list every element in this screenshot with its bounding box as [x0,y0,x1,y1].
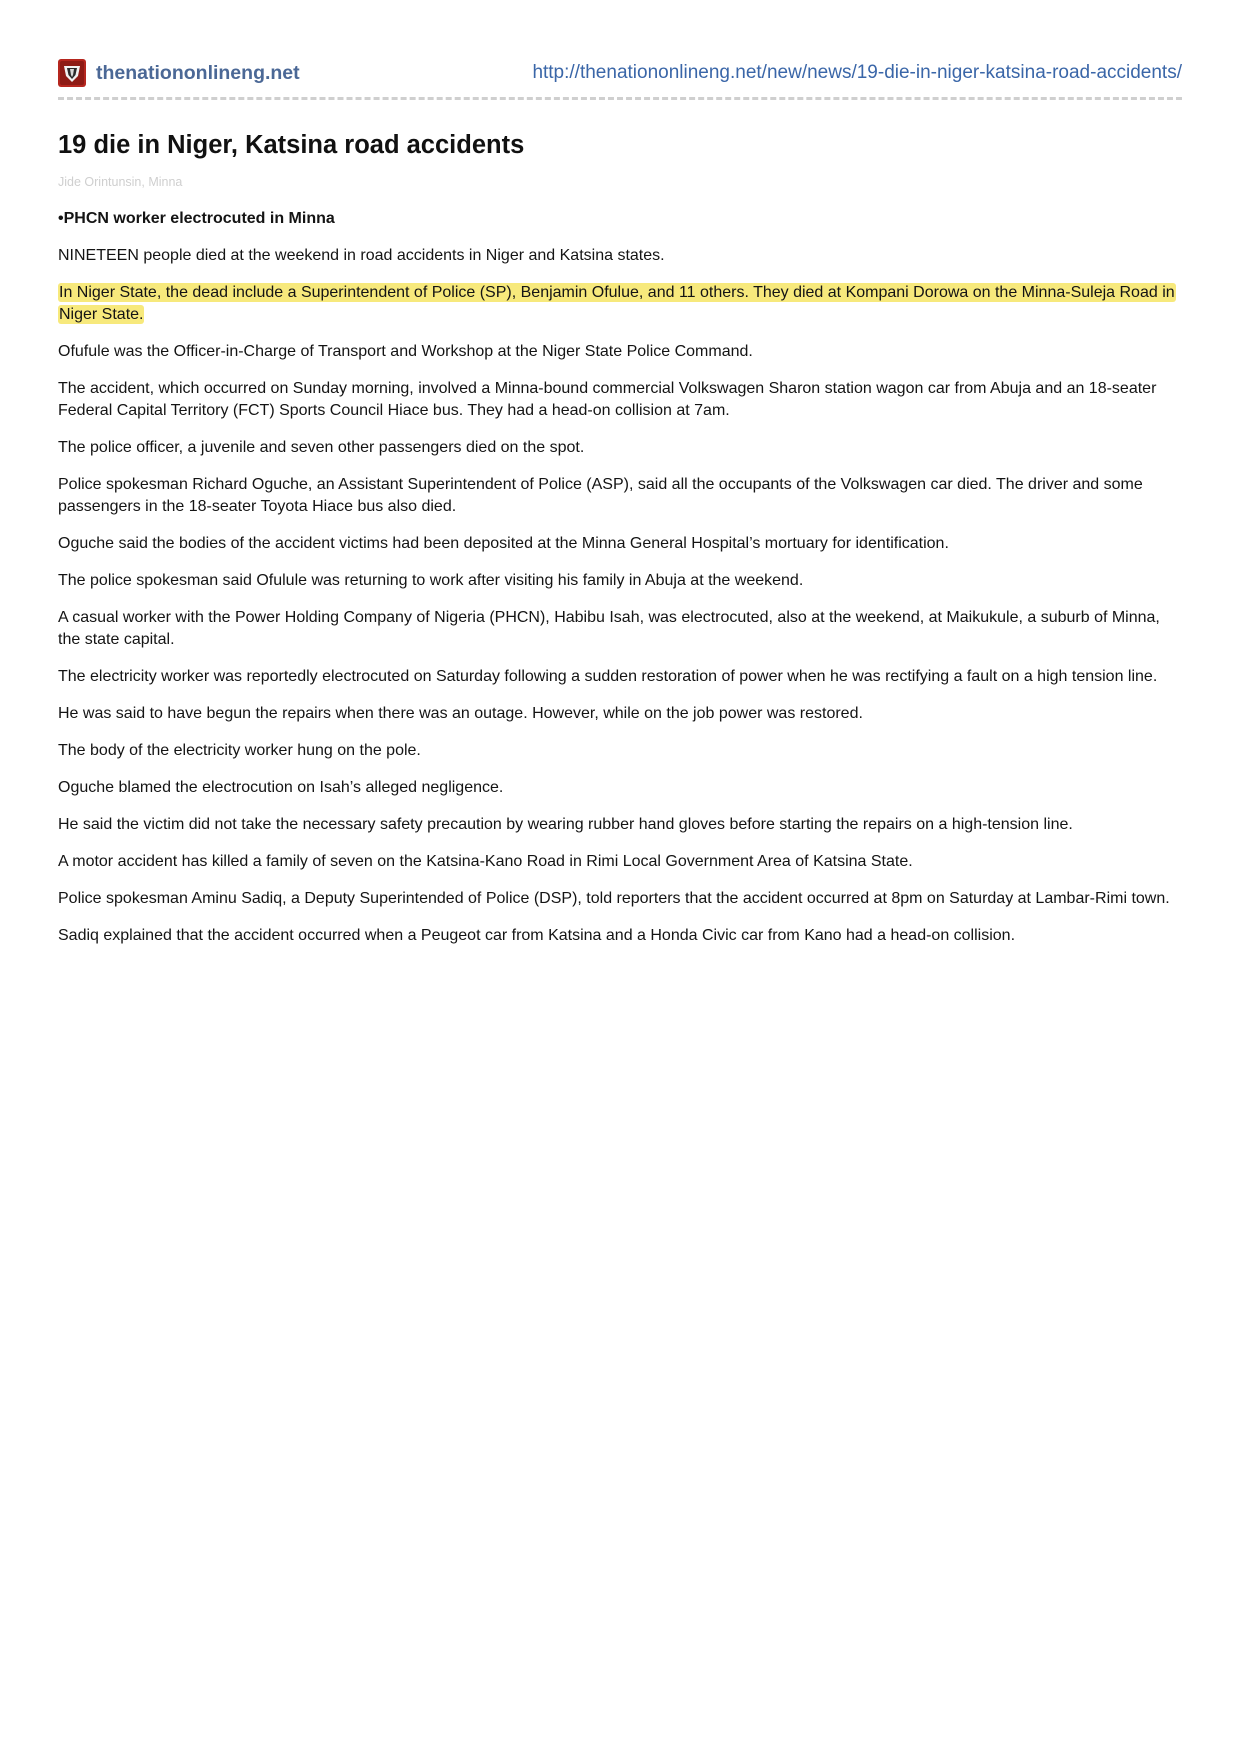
article-paragraph: The electricity worker was reportedly electrocuted on Saturday following a sudden restoration of power when he was rectifying a fault on a high tension line. [58,668,1158,685]
article-paragraph: The body of the electricity worker hung on the pole. [58,742,421,759]
page [58,56,1182,962]
shield-logo-icon [58,59,86,87]
article-subhead: •PHCN worker electrocuted in Minna [58,210,335,227]
article-paragraph: He said the victim did not take the necessary safety precaution by wearing rubber hand gloves before starting the repairs on a high-tension line. [58,816,1073,833]
highlighted-text: In Niger State, the dead include a Superintendent of Police (SP), Benjamin Ofulue, and 11 others. They died at Kompani Dorowa on the Minna-Suleja Road in Niger State. [59,284,1175,323]
article-paragraph: Police spokesman Aminu Sadiq, a Deputy Superintended of Police (DSP), told reporters that the accident occurred at 8pm on Saturday at Lambar-Rimi town. [58,890,1170,907]
article-paragraph: Oguche blamed the electrocution on Isah’s alleged negligence. [58,779,504,796]
article-paragraph: Oguche said the bodies of the accident victims had been deposited at the Minna General Hospital’s mortuary for identification. [58,535,949,552]
article-paragraph-highlighted [58,282,1182,326]
article-byline: Jide Orintunsin, Minna [58,175,183,189]
page-url-link[interactable]: http://thenationonlineng.net/new/news/19-die-in-niger-katsina-road-accidents/ [532,62,1182,83]
article-paragraph: NINETEEN people died at the weekend in road accidents in Niger and Katsina states. [58,247,665,264]
article-title: 19 die in Niger, Katsina road accidents [58,131,525,159]
article-paragraph: A casual worker with the Power Holding Company of Nigeria (PHCN), Habibu Isah, was electrocuted, also at the weekend, at Maikukule, a suburb of Minna, the state capital. [58,609,1160,648]
article-paragraph: Police spokesman Richard Oguche, an Assistant Superintendent of Police (ASP), said all the occupants of the Volkswagen car died. The driver and some passengers in the 18-seater Toyota Hiace bus also died. [58,476,1143,515]
article-paragraph: A motor accident has killed a family of seven on the Katsina-Kano Road in Rimi Local Government Area of Katsina State. [58,853,913,870]
site-header [58,56,1182,90]
site-brand-link[interactable] [58,59,300,87]
header-divider [58,97,1182,100]
article-paragraph: The accident, which occurred on Sunday morning, involved a Minna-bound commercial Volkswagen Sharon station wagon car from Abuja and an 18-seater Federal Capital Territory (FCT) Sports Council Hiace bus. They had a head-on collision at 7am. [58,380,1157,419]
article-body [58,208,1182,947]
article-paragraph: Sadiq explained that the accident occurred when a Peugeot car from Katsina and a Honda Civic car from Kano had a head-on collision. [58,927,1016,944]
article-paragraph: The police officer, a juvenile and seven other passengers died on the spot. [58,439,585,456]
article-paragraph: The police spokesman said Ofulule was returning to work after visiting his family in Abuja at the weekend. [58,572,804,589]
site-name[interactable]: thenationonlineng.net [96,61,300,84]
article-paragraph: Ofufule was the Officer-in-Charge of Transport and Workshop at the Niger State Police Command. [58,343,753,360]
article-paragraph: He was said to have begun the repairs when there was an outage. However, while on the job power was restored. [58,705,863,722]
